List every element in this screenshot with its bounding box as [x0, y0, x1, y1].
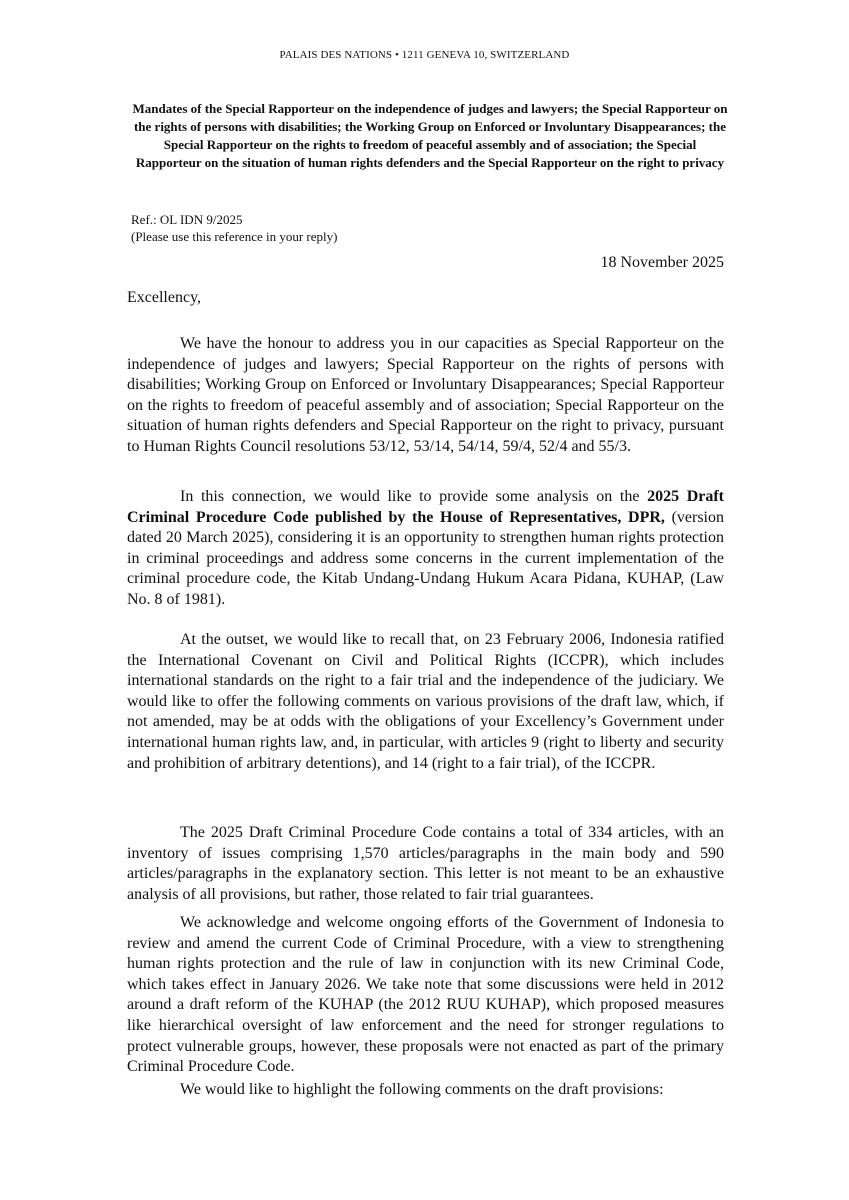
- paragraph-analysis-rest: (version dated 20 March 2025), considering it is an opportunity to strengthen human rights protection in criminal proceedings and address some concerns in the current implementation of the criminal procedure code, the Kitab Undang-Undang Hukum Acara Pidana, KUHAP, (Law No. 8 of 1981).: [127, 508, 725, 608]
- paragraph-acknowledgement: We acknowledge and welcome ongoing efforts of the Government of Indonesia to review and amend the current Code of Criminal Procedure, with a view to strengthening human rights protection and the rule of law in conjunction with its new Criminal Code, which takes effect in January 2026. We take note that some discussions were held in 2012 around a draft reform of the KUHAP (the 2012 RUU KUHAP), which proposed measures like hierarchical oversight of law enforcement and the need for stronger regulations to protect vulnerable groups, however, these proposals were not enacted as part of the primary Criminal Procedure Code.: [127, 914, 724, 1076]
- letterhead-address: PALAIS DES NATIONS • 1211 GENEVA 10, SWITZERLAND: [279, 49, 570, 61]
- paragraph-comments-intro: We would like to highlight the following comments on the draft provisions:: [180, 1081, 664, 1098]
- mandates-heading: Mandates of the Special Rapporteur on the independence of judges and lawyers; the Special Rapporteur on the rights of persons with disabilities; the Working Group on Enforced or Involuntary Disappearances; the Special Rapporteur on the rights to freedom of peaceful assembly and of association; the Special Rapporteur on the situation of human rights defenders and the Special Rapporteur on the right to privacy: [132, 101, 728, 170]
- paragraph-analysis-lead: In this connection, we would like to provide some analysis on the: [180, 488, 648, 505]
- salutation: Excellency,: [127, 289, 202, 306]
- letter-date: 18 November 2025: [600, 254, 724, 271]
- paragraph-iccpr: At the outset, we would like to recall that, on 23 February 2006, Indonesia ratified the International Covenant on Civil and Political Rights (ICCPR), which includes international standards on the right to a fair trial and the independence of the judiciary. We would like to offer the following comments on various provisions of the draft law, which, if not amended, may be at odds with the obligations of your Excellency’s Government under international human rights law, and, in particular, with articles 9 (right to liberty and security and prohibition of arbitrary detentions), and 14 (right to a fair trial), of the ICCPR.: [127, 631, 724, 772]
- reference-number: Ref.: OL IDN 9/2025: [131, 212, 243, 227]
- reference-note: (Please use this reference in your reply): [131, 229, 338, 244]
- draft-code-title: 2025 Draft Criminal Procedure Code published by the House of Representatives, DPR,: [127, 488, 725, 526]
- paragraph-analysis: [127, 487, 724, 611]
- reference-block: [131, 211, 337, 245]
- paragraph-capacities: We have the honour to address you in our capacities as Special Rapporteur on the independence of judges and lawyers; Special Rapporteur on the rights of persons with disabilities; Working Group on Enforced or Involuntary Disappearances; Special Rapporteur on the rights to freedom of peaceful assembly and of association; Special Rapporteur on the situation of human rights defenders and Special Rapporteur on the right to privacy, pursuant to Human Rights Council resolutions 53/12, 53/14, 54/14, 59/4, 52/4 and 55/3.: [127, 335, 724, 455]
- paragraph-articles: The 2025 Draft Criminal Procedure Code contains a total of 334 articles, with an inventory of issues comprising 1,570 articles/paragraphs in the main body and 590 articles/paragraphs in the explanatory section. This letter is not meant to be an exhaustive analysis of all provisions, but rather, those related to fair trial guarantees.: [127, 824, 724, 903]
